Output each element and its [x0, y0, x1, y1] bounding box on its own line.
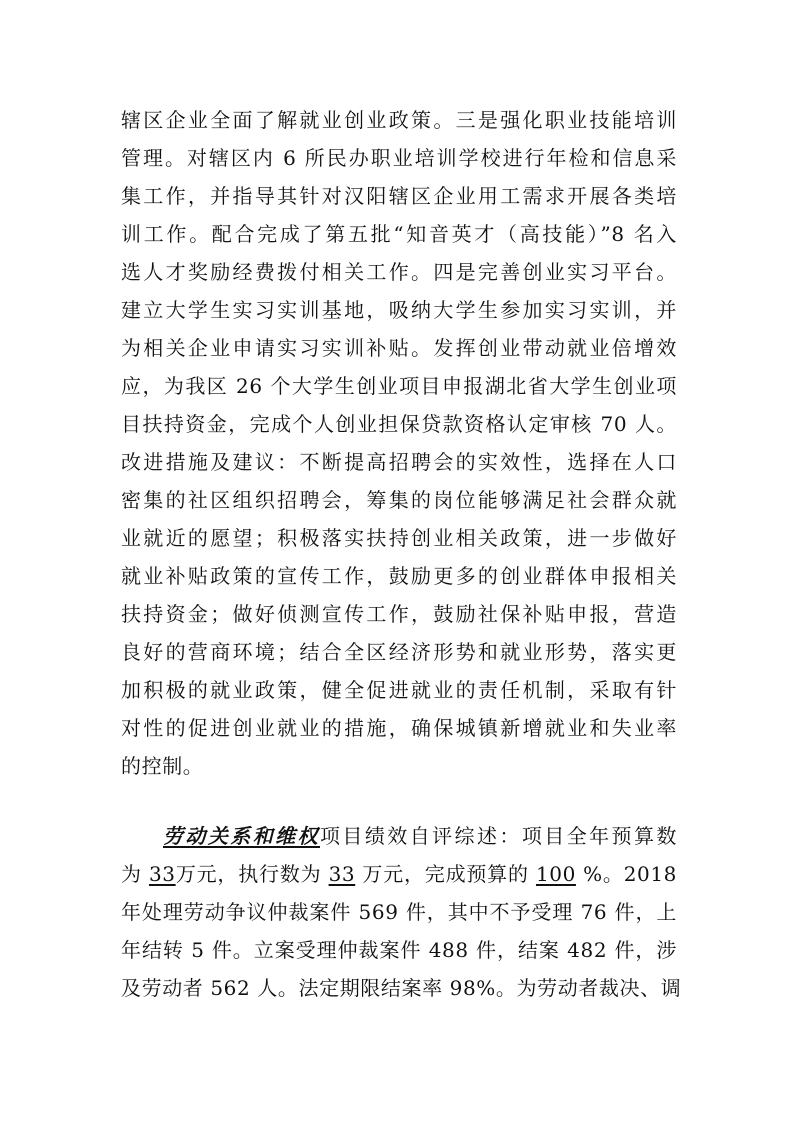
title-suffix-text: 项目绩效自评综述：项目全年预算数 — [320, 824, 678, 848]
text-line: 良好的营商环境；结合全区经济形势和就业形势，落实更 — [121, 640, 677, 664]
text-line-budget — [121, 855, 677, 893]
text-line: 扶持资金；做好侦测宣传工作，鼓励社保补贴申报，营造 — [121, 602, 677, 626]
text-line: 密集的社区组织招聘会，筹集的岗位能够满足社会群众就 — [121, 488, 677, 512]
paragraph-labor-relations — [121, 817, 682, 1007]
text-line: 的控制。 — [121, 754, 204, 778]
text-line: 管理。对辖区内 6 所民办职业培训学校进行年检和信息采 — [121, 146, 677, 170]
text-line: 加积极的就业政策，健全促进就业的责任机制，采取有针 — [121, 678, 677, 702]
text-line: 对性的促进创业就业的措施，确保城镇新增就业和失业率 — [121, 716, 677, 740]
section-title: 劳动关系和维权 — [163, 824, 320, 848]
text-line: 建立大学生实习实训基地，吸纳大学生参加实习实训，并 — [121, 298, 677, 322]
text-fragment: 万元，执行数为 — [175, 862, 329, 886]
text-line: 集工作，并指导其针对汉阳辖区企业用工需求开展各类培 — [121, 184, 677, 208]
paragraph-employment-measures — [121, 101, 677, 785]
text-line: 业就近的愿望；积极落实扶持创业相关政策，进一步做好 — [121, 526, 677, 550]
text-line: 改进措施及建议：不断提高招聘会的实效性，选择在人口 — [121, 450, 677, 474]
text-line: 年结转 5 件。立案受理仲裁案件 488 件，结案 482 件，涉 — [121, 938, 677, 962]
executed-value: 33 — [328, 862, 356, 886]
text-line: 选人才奖励经费拨付相关工作。四是完善创业实习平台。 — [121, 260, 677, 284]
text-line — [121, 817, 677, 855]
text-line: 辖区企业全面了解就业创业政策。三是强化职业技能培训 — [121, 108, 677, 132]
text-line: 年处理劳动争议仲裁案件 569 件，其中不予受理 76 件，上 — [121, 900, 677, 924]
budget-value: 33 — [148, 862, 176, 886]
text-fragment: 万元，完成预算的 — [355, 862, 536, 886]
text-line: 及劳动者 562 人。法定期限结案率 98%。为劳动者裁决、调 — [121, 976, 682, 1000]
text-line: 为相关企业申请实习实训补贴。发挥创业带动就业倍增效 — [121, 336, 677, 360]
text-line: 应，为我区 26 个大学生创业项目申报湖北省大学生创业项 — [121, 374, 677, 398]
text-line: 就业补贴政策的宣传工作，鼓励更多的创业群体申报相关 — [121, 564, 677, 588]
text-line: 训工作。配合完成了第五批“知音英才（高技能）”8 名入 — [121, 222, 677, 246]
completion-percent: 100 — [535, 862, 576, 886]
text-fragment: %。2018 — [575, 862, 677, 886]
text-fragment: 为 — [121, 862, 149, 886]
text-line: 目扶持资金，完成个人创业担保贷款资格认定审核 70 人。 — [121, 412, 677, 436]
